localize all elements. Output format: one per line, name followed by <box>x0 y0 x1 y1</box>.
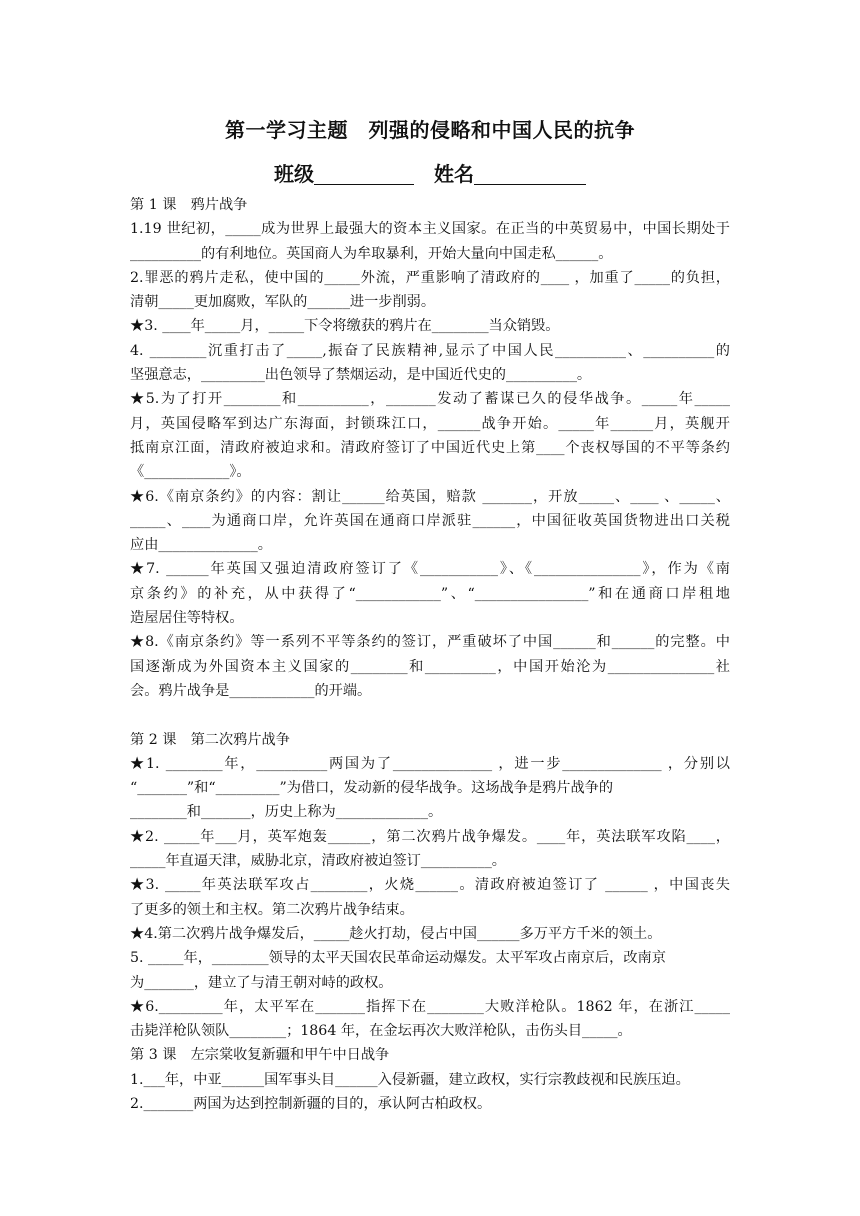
text-line: ★5.为了打开________和__________，_______发动了蓄谋已久的侵华战争。_____年_____ <box>130 391 730 408</box>
worksheet-body <box>130 193 730 1116</box>
text-line: ★4.第二次鸦片战争爆发后，_____趁火打劫，侵占中国______多万平方千米的领土。 <box>130 925 662 942</box>
text-line: 坚强意志，_________出色领导了禁烟运动，是中国近代史的__________。 <box>130 367 592 384</box>
text-line: 了更多的领土和主权。第二次鸦片战争结束。 <box>130 901 414 918</box>
text-line: 击毙洋枪队领队________；1864 年，在金坛再次大败洋枪队，击伤头目_____。 <box>130 1023 632 1040</box>
text-line: ★1. ________年，__________两国为了______________ ，进一步______________ ，分别以 <box>130 755 730 772</box>
text-line: 清朝_____更加腐败，军队的______进一步削弱。 <box>130 294 436 311</box>
text-line: 会。鸦片战争是____________的开端。 <box>130 682 372 699</box>
text-line: “_______”和“_________”为借口，发动新的侵华战争。这场战争是鸦片战争的 <box>130 780 614 797</box>
text-line: 应由______________。 <box>130 537 272 554</box>
text-line: 2.罪恶的鸦片走私，使中国的_____外流，严重影响了清政府的____ ，加重了_____的负担， <box>130 269 730 286</box>
text-line: _____年直逼天津，威胁北京，清政府被迫签订__________。 <box>130 853 506 870</box>
name-blank <box>474 164 586 185</box>
text-line: 1.___年，中亚______国军事头目______入侵新疆，建立政权，实行宗教歧视和民族压迫。 <box>130 1071 690 1088</box>
text-line: ★3. _____年英法联军攻占________，火烧______。清政府被迫签订了 ______ ，中国丧失 <box>130 877 730 894</box>
text-line: ________和_______，历史上称为_____________。 <box>130 804 443 821</box>
name-label: 姓名 <box>433 162 474 186</box>
blank-line <box>130 703 730 727</box>
text-line: 5. _____年，________领导的太平天国农民革命运动爆发。太平军攻占南京后，改南京 <box>130 950 666 967</box>
text-line: 为_______，建立了与清王朝对峙的政权。 <box>130 974 393 991</box>
text-line: ★2. _____年___月，英军炮轰______，第二次鸦片战争爆发。____年，英法联军攻陷____， <box>130 828 730 845</box>
text-line: 1.19 世纪初，_____成为世界上最强大的资本主义国家。在正当的中英贸易中，中国长期处于 <box>130 221 730 238</box>
class-name-header <box>0 158 860 187</box>
class-label: 班级 <box>274 162 315 186</box>
text-line: 抵南京江面，清政府被迫求和。清政府签订了中国近代史上第____个丧权辱国的不平等条约 <box>130 439 730 456</box>
text-line: _____、____为通商口岸，允许英国在通商口岸派驻______，中国征收英国货物进出口关税 <box>130 512 730 529</box>
text-line: 国逐渐成为外国资本主义国家的________和__________，中国开始沦为_______________社 <box>130 658 730 675</box>
class-blank <box>314 164 414 185</box>
text-line: 4. ________沉重打击了_____,振奋了民族精神,显示了中国人民__________、__________的 <box>130 342 730 359</box>
section-heading-2: 第 2 课 第二次鸦片战争 <box>130 731 290 748</box>
page-title: 第一学习主题 列强的侵略和中国人民的抗争 <box>225 118 635 142</box>
text-line: ★6._________年，太平军在_______指挥下在________大败洋枪队。1862 年，在浙江_____ <box>130 998 730 1015</box>
text-line: ★6.《南京条约》的内容：割让______给英国，赔款 _______，开放_____、____ 、_____、 <box>130 488 730 505</box>
text-line: 2._______两国为达到控制新疆的目的，承认阿古柏政权。 <box>130 1095 492 1112</box>
text-line: ★3. ____年_____月，_____下令将缴获的鸦片在________当众销毁。 <box>130 318 560 335</box>
section-heading-1: 第 1 课 鸦片战争 <box>130 197 248 213</box>
section-heading-3: 第 3 课 左宗棠收复新疆和甲午中日战争 <box>130 1047 390 1064</box>
text-line: ★7. ______年英国又强迫清政府签订了《___________》、《_______________》，作为《南 <box>130 561 730 578</box>
text-line: 《____________》。 <box>130 464 251 481</box>
text-line: 月，英国侵略军到达广东海面，封锁珠江口，______战争开始。_____年______月，英舰开 <box>130 415 730 432</box>
text-line: 京条约》的补充，从中获得了“____________”、“________________”和在通商口岸租地 <box>130 585 730 602</box>
text-line: 造屋居住等特权。 <box>130 610 244 627</box>
text-line: __________的有利地位。英国商人为牟取暴利，开始大量向中国走私______。 <box>130 245 613 262</box>
text-line: ★8.《南京条约》等一系列不平等条约的签订，严重破坏了中国______和______的完整。中 <box>130 634 730 651</box>
